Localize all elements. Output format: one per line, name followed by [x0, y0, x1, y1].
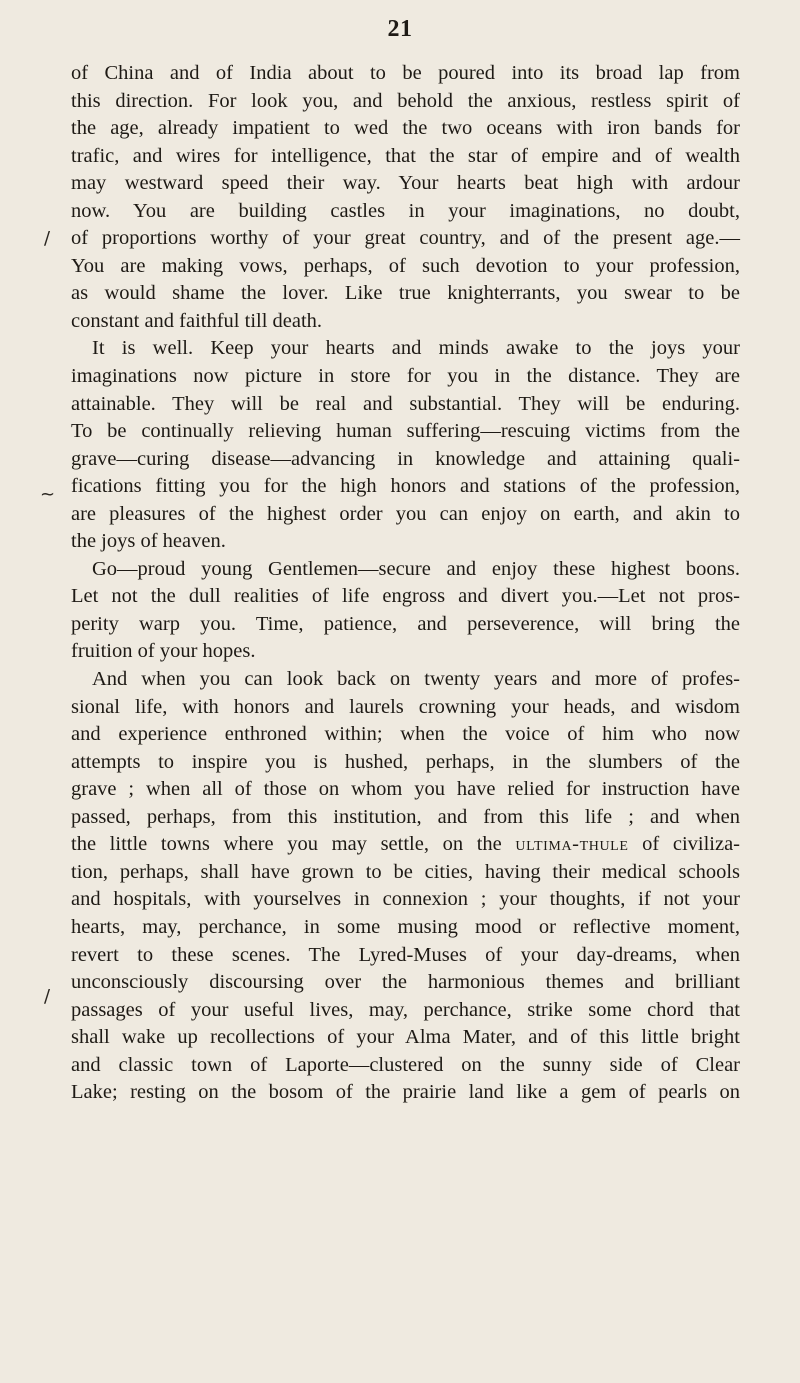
text-line: unconsciously discoursing over the harmonious themes and brilliant: [71, 971, 740, 994]
body-text: [71, 60, 740, 1107]
text-line: attempts to inspire you is hushed, perhaps, in the slumbers of the: [71, 750, 740, 773]
text-line: of proportions worthy of your great country, and of the present age.—: [71, 227, 740, 250]
text-line: this direction. For look you, and behold the anxious, restless spirit of: [71, 89, 740, 112]
text-line: fications fitting you for the high honors and stations of the profession,: [71, 475, 740, 498]
text-run: the little towns where you may settle, on the: [71, 833, 516, 856]
margin-mark: /: [44, 228, 51, 249]
ultima-thule-smallcaps: ultima-thule: [515, 833, 629, 856]
text-line: are pleasures of the highest order you can enjoy on earth, and akin to: [71, 502, 740, 525]
text-line: grave—curing disease—advancing in knowledge and attaining quali-: [71, 447, 740, 470]
text-line: and classic town of Laporte—clustered on the sunny side of Clear: [71, 1053, 740, 1076]
text-line: the joys of heaven.: [71, 530, 226, 553]
text-line: [71, 831, 740, 859]
text-line: constant and faithful till death.: [71, 309, 323, 332]
text-line: imaginations now picture in store for you in the distance. They are: [71, 365, 740, 388]
text-line: passages of your useful lives, may, perchance, strike some chord that: [71, 998, 740, 1021]
text-line: trafic, and wires for intelligence, that the star of empire and of wealth: [71, 144, 740, 167]
margin-mark: /: [44, 986, 51, 1007]
text-line: It is well. Keep your hearts and minds awake to the joys your: [92, 337, 740, 360]
text-line: now. You are building castles in your imaginations, no doubt,: [71, 199, 740, 222]
text-line: as would shame the lover. Like true knighterrants, you swear to be: [71, 282, 740, 305]
text-line: of China and of India about to be poured into its broad lap from: [71, 62, 740, 84]
text-line: fruition of your hopes.: [71, 640, 256, 663]
text-line: sional life, with honors and laurels crowning your heads, and wisdom: [71, 695, 740, 718]
text-line: To be continually relieving human suffering—rescuing victims from the: [71, 420, 740, 443]
text-line: attainable. They will be real and substantial. They will be enduring.: [71, 392, 740, 415]
text-line: and experience enthroned within; when the voice of him who now: [71, 723, 740, 746]
text-line: Let not the dull realities of life engross and divert you.—Let not pros-: [71, 585, 740, 608]
text-line: perity warp you. Time, patience, and perseverence, will bring the: [71, 612, 740, 635]
text-line: revert to these scenes. The Lyred-Muses of your day-dreams, when: [71, 943, 740, 966]
text-run: of civiliza-: [628, 833, 740, 856]
text-line: the age, already impatient to wed the two oceans with iron bands for: [71, 117, 740, 140]
margin-mark: ~: [40, 484, 56, 505]
text-line: tion, perhaps, shall have grown to be cities, having their medical schools: [71, 860, 740, 883]
page-number: 21: [387, 16, 413, 42]
text-line: hearts, may, perchance, in some musing mood or reflective moment,: [71, 915, 740, 938]
text-line: You are making vows, perhaps, of such devotion to your profession,: [71, 254, 740, 277]
text-line: passed, perhaps, from this institution, and from this life ; and when: [71, 805, 740, 828]
text-line: And when you can look back on twenty years and more of profes-: [92, 668, 740, 691]
text-line: may westward speed their way. Your hearts beat high with ardour: [71, 172, 740, 195]
text-line: Lake; resting on the bosom of the prairie land like a gem of pearls on: [71, 1081, 740, 1104]
text-line: Go—proud young Gentlemen—secure and enjoy these highest boons.: [92, 557, 740, 580]
text-line: shall wake up recollections of your Alma Mater, and of this little bright: [71, 1026, 740, 1049]
text-line: and hospitals, with yourselves in connexion ; your thoughts, if not your: [71, 888, 740, 911]
text-line: grave ; when all of those on whom you have relied for instruction have: [71, 778, 740, 801]
